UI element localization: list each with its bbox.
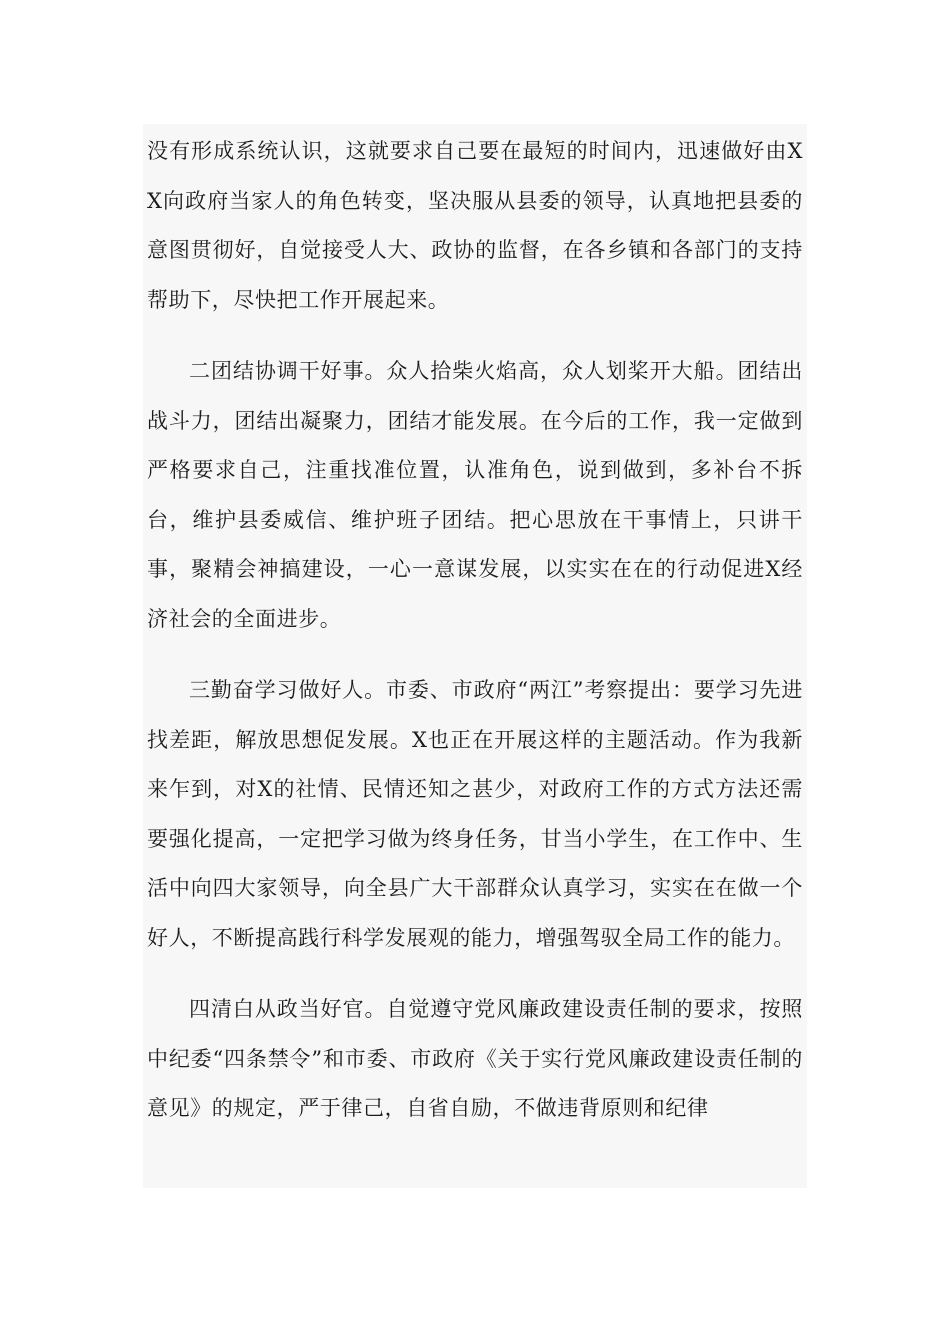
document-body [143,124,807,1188]
paragraph-continuation: 没有形成系统认识，这就要求自己要在最短的时间内，迅速做好由XX向政府当家人的角色转变，坚决服从县委的领导，认真地把县委的意图贯彻好，自觉接受人大、政协的监督，在各乡镇和各部门的支持帮助下，尽快把工作开展起来。 [147,139,803,312]
paragraph-study: 三勤奋学习做好人。市委、市政府“两江”考察提出：要学习先进找差距，解放思想促发展。X也正在开展这样的主题活动。作为我新来乍到，对X的社情、民情还知之甚少，对政府工作的方式方法还需要强化提高，一定把学习做为终身任务，甘当小学生，在工作中、生活中向四大家领导，向全县广大干部群众认真学习，实实在在做一个好人，不断提高践行科学发展观的能力，增强驾驭全局工作的能力。 [147,678,803,950]
paragraph-integrity: 四清白从政当好官。自觉遵守党风廉政建设责任制的要求，按照中纪委“四条禁令”和市委、市政府《关于实行党风廉政建设责任制的意见》的规定，严于律己，自省自励，不做违背原则和纪律 [147,997,803,1120]
paragraph-unity: 二团结协调干好事。众人拾柴火焰高，众人划桨开大船。团结出战斗力，团结出凝聚力，团结才能发展。在今后的工作，我一定做到严格要求自己，注重找准位置，认准角色，说到做到，多补台不拆台，维护县委威信、维护班子团结。把心思放在干事情上，只讲干事，聚精会神搞建设，一心一意谋发展，以实实在在的行动促进X经济社会的全面进步。 [147,359,803,631]
